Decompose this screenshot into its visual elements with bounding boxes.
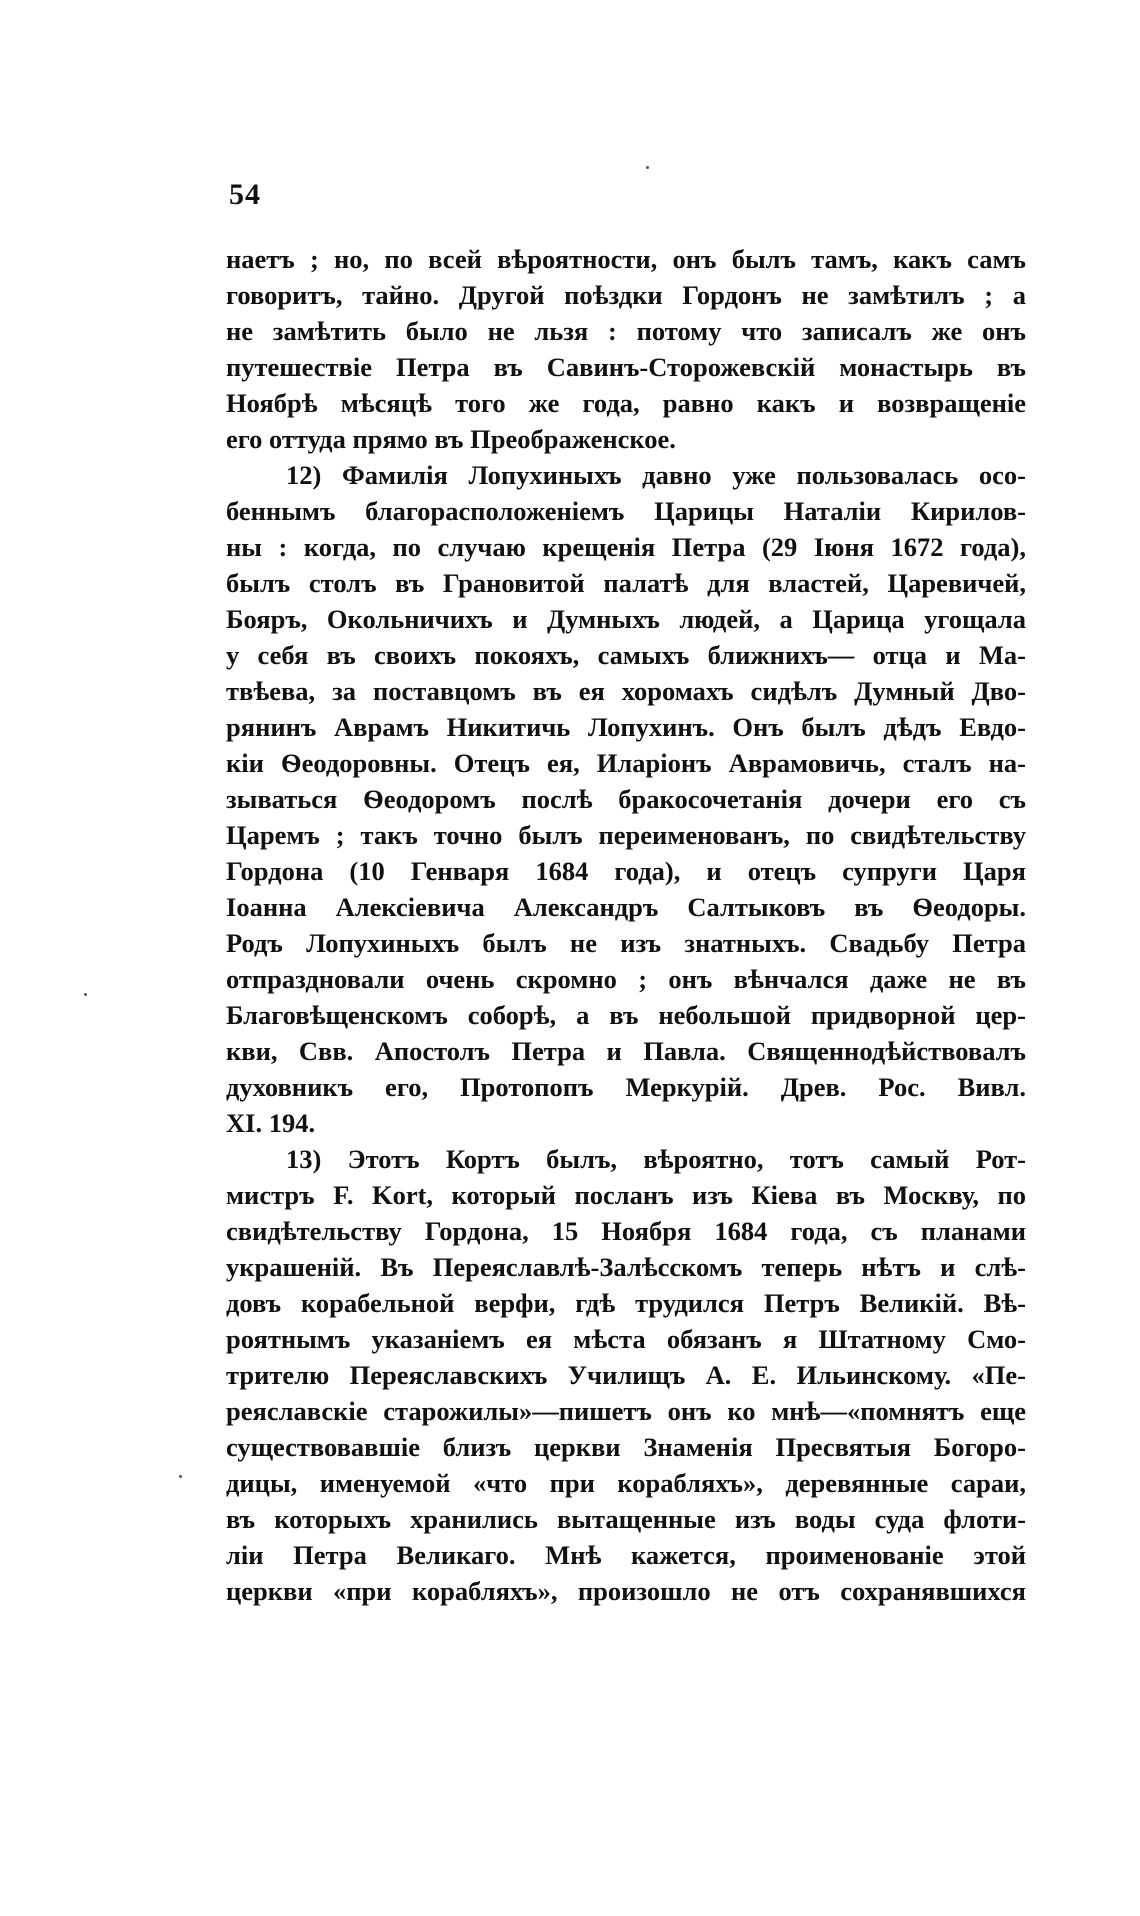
text-line: Благовѣщенскомъ соборѣ, а въ небольшой придворной цер-	[226, 1000, 1026, 1030]
text-line: у себя въ своихъ покояхъ, самыхъ ближнихъ— отца и Ма-	[226, 640, 1026, 670]
text-line: зываться Ѳеодоромъ послѣ бракосочетанія дочери его съ	[226, 784, 1026, 814]
text-line: существовавшіе близъ церкви Знаменія Пресвятыя Богоро-	[226, 1432, 1026, 1462]
print-speck	[179, 1475, 182, 1478]
text-line: его оттуда прямо въ Преображенское.	[226, 424, 676, 454]
text-line: кви, Свв. Апостолъ Петра и Павла. Священнодѣйствовалъ	[226, 1036, 1026, 1066]
text-line: отпраздновали очень скромно ; онъ вѣнчался даже не въ	[226, 964, 1026, 994]
text-line: роятнымъ указаніемъ ея мѣста обязанъ я Штатному Смо-	[226, 1324, 1026, 1354]
page-number: 54	[229, 178, 261, 211]
text-line: Родъ Лопухиныхъ былъ не изъ знатныхъ. Свадьбу Петра	[226, 928, 1026, 958]
text-line: свидѣтельству Гордона, 15 Ноября 1684 года, съ планами	[226, 1216, 1026, 1246]
text-line: беннымъ благорасположеніемъ Царицы Наталіи Кирилов-	[226, 496, 1026, 526]
text-line: не замѣтить было не льзя : потому что записалъ же онъ	[226, 316, 1026, 346]
text-line: духовникъ его, Протопопъ Меркурій. Древ. Рос. Вивл.	[226, 1072, 1026, 1102]
text-line: говоритъ, тайно. Другой поѣздки Гордонъ не замѣтилъ ; а	[226, 280, 1026, 310]
text-line: ліи Петра Великаго. Мнѣ кажется, проименованіе этой	[226, 1540, 1026, 1570]
text-line: Ноябрѣ мѣсяцѣ того же года, равно какъ и возвращеніе	[226, 388, 1026, 418]
text-line: Іоанна Алексіевича Александръ Салтыковъ въ Ѳеодоры.	[226, 892, 1026, 922]
text-line: украшеній. Въ Переяславлѣ-Залѣсскомъ теперь нѣтъ и слѣ-	[226, 1252, 1026, 1282]
text-line: мистръ F. Kort, который посланъ изъ Кіева въ Москву, по	[226, 1180, 1026, 1210]
text-line: Бояръ, Окольничихъ и Думныхъ людей, а Царица угощала	[226, 604, 1026, 634]
text-line: 13) Этотъ Кортъ былъ, вѣроятно, тотъ самый Рот-	[286, 1144, 1026, 1174]
text-line: Царемъ ; такъ точно былъ переименованъ, по свидѣтельству	[226, 820, 1026, 850]
text-line: дицы, именуемой «что при корабляхъ», деревянные сараи,	[226, 1468, 1026, 1498]
text-line: въ которыхъ хранились вытащенные изъ воды суда флоти-	[226, 1504, 1026, 1534]
text-line: реяславскіе старожилы»—пишетъ онъ ко мнѣ—«помнятъ еще	[226, 1396, 1026, 1426]
text-line: Гордона (10 Генваря 1684 года), и отецъ супруги Царя	[226, 856, 1026, 886]
text-line: кіи Ѳеодоровны. Отецъ ея, Иларіонъ Аврамовичь, сталъ на-	[226, 748, 1026, 778]
print-speck	[646, 166, 649, 169]
text-line: 12) Фамилія Лопухиныхъ давно уже пользовалась осо-	[286, 460, 1026, 490]
text-line: былъ столъ въ Грановитой палатѣ для властей, Царевичей,	[226, 568, 1026, 598]
text-line: ны : когда, по случаю крещенія Петра (29 Іюня 1672 года),	[226, 532, 1026, 562]
text-line: рянинъ Аврамъ Никитичь Лопухинъ. Онъ былъ дѣдъ Евдо-	[226, 712, 1026, 742]
text-line: трителю Переяславскихъ Училищъ А. Е. Ильинскому. «Пе-	[226, 1360, 1026, 1390]
text-line: XI. 194.	[226, 1108, 316, 1138]
main-text	[226, 241, 1026, 1609]
text-line: твѣева, за поставцомъ въ ея хоромахъ сидѣлъ Думный Дво-	[226, 676, 1026, 706]
print-speck	[84, 993, 87, 996]
text-line: церкви «при корабляхъ», произошло не отъ сохранявшихся	[226, 1576, 1026, 1606]
text-line: наетъ ; но, по всей вѣроятности, онъ былъ тамъ, какъ самъ	[226, 244, 1026, 274]
text-line: путешествіе Петра въ Савинъ-Сторожевскій монастырь въ	[226, 352, 1026, 382]
text-line: довъ корабельной верфи, гдѣ трудился Петръ Великій. Вѣ-	[226, 1288, 1026, 1318]
